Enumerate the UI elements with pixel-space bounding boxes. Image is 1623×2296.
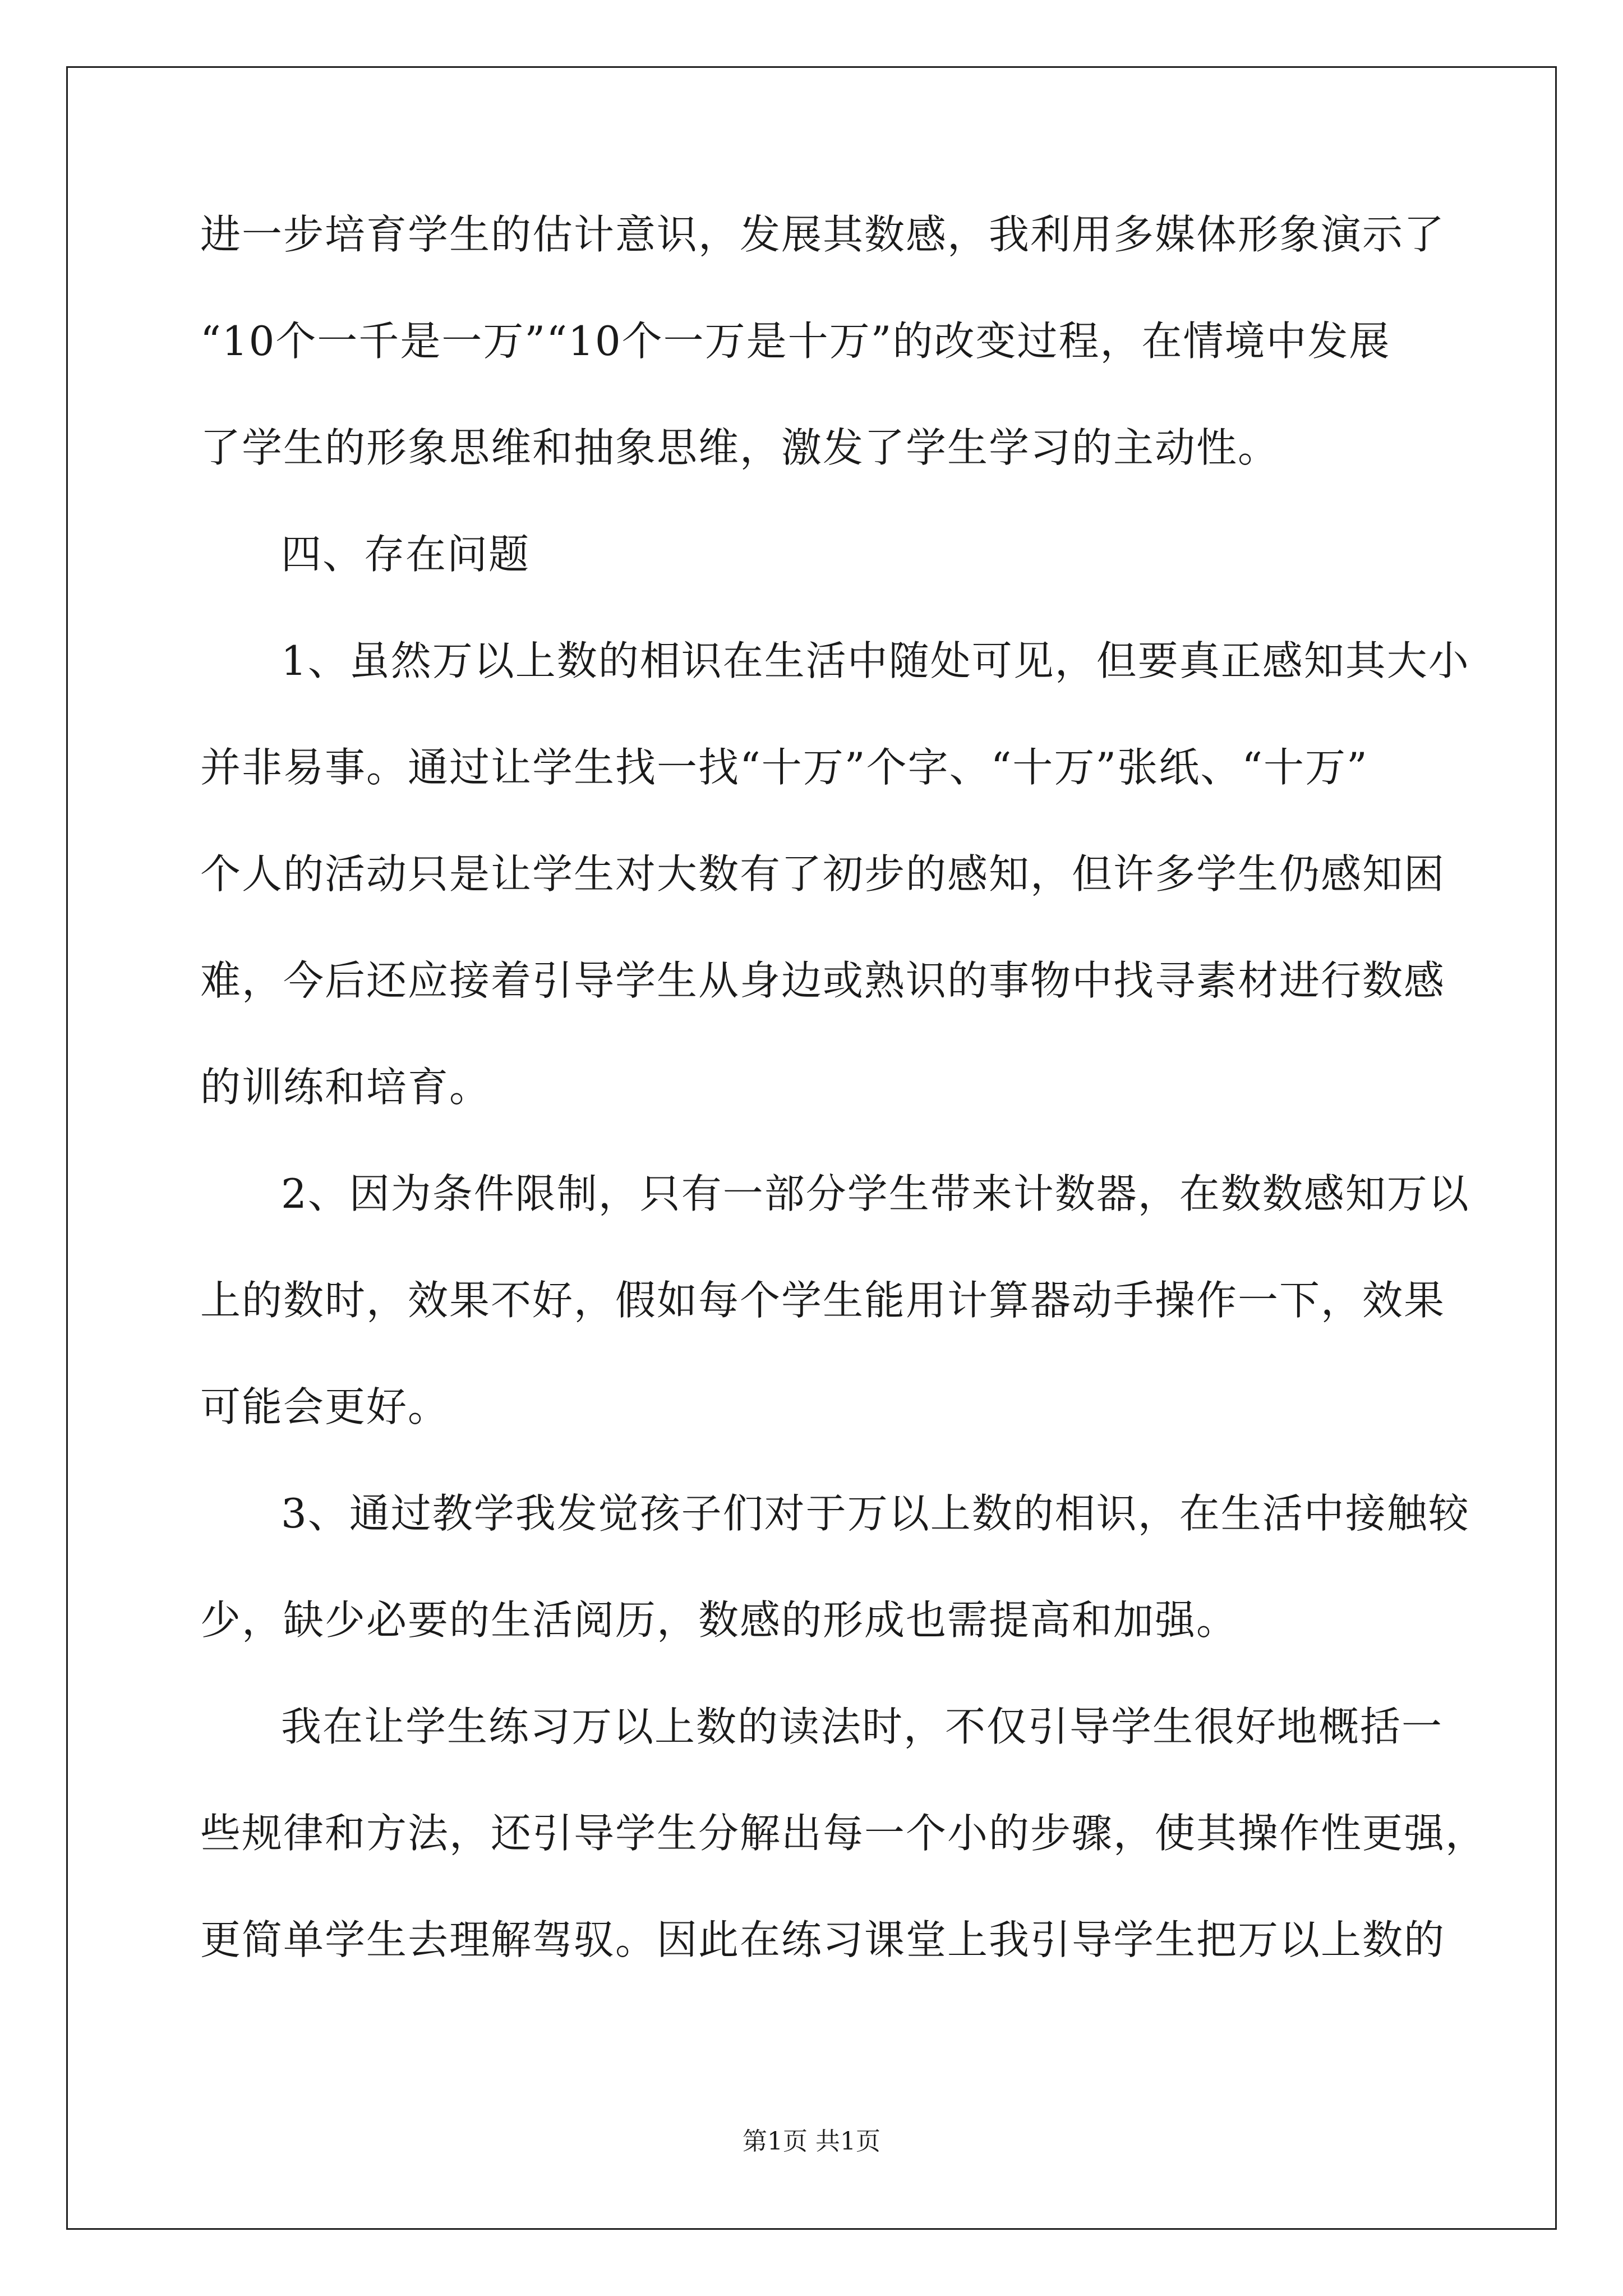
text-line: 难，今后还应接着引导学生从身边或熟识的事物中找寻素材进行数感: [200, 957, 1446, 1004]
text-line: 1、虽然万以上数的相识在生活中随处可见，但要真正感知其大小: [281, 637, 1470, 684]
text-line: “10个一千是一万”“10个一万是十万”的改变过程，在情境中发展: [200, 318, 1391, 365]
text-line: 些规律和方法，还引导学生分解出每一个小的步骤，使其操作性更强，: [200, 1810, 1487, 1857]
text-line: 可能会更好。: [200, 1383, 450, 1430]
text-line: 了学生的形象思维和抽象思维，激发了学生学习的主动性。: [200, 424, 1280, 471]
text-line: 个人的活动只是让学生对大数有了初步的感知，但许多学生仍感知困: [200, 850, 1446, 898]
text-line: 2、因为条件限制，只有一部分学生带来计数器，在数数感知万以: [281, 1170, 1470, 1217]
text-line: 更简单学生去理解驾驭。因此在练习课堂上我引导学生把万以上数的: [200, 1916, 1446, 1963]
text-line: 进一步培育学生的估计意识，发展其数感，我利用多媒体形象演示了: [200, 211, 1446, 258]
text-line: 并非易事。通过让学生找一找“十万”个字、“十万”张纸、“十万”: [200, 744, 1368, 791]
text-line: 少，缺少必要的生活阅历，数感的形成也需提高和加强。: [200, 1596, 1238, 1644]
page-border: [66, 66, 1557, 2230]
text-line: 的训练和培育。: [200, 1064, 491, 1111]
text-line: 3、通过教学我发觉孩子们对于万以上数的相识，在生活中接触较: [281, 1490, 1470, 1537]
page-number-footer: 第1页 共1页: [743, 2127, 880, 2156]
text-line: 我在让学生练习万以上数的读法时，不仅引导学生很好地概括一: [281, 1703, 1444, 1750]
section-heading: 四、存在问题: [281, 531, 531, 578]
text-line: 上的数时，效果不好，假如每个学生能用计算器动手操作一下，效果: [200, 1277, 1446, 1324]
